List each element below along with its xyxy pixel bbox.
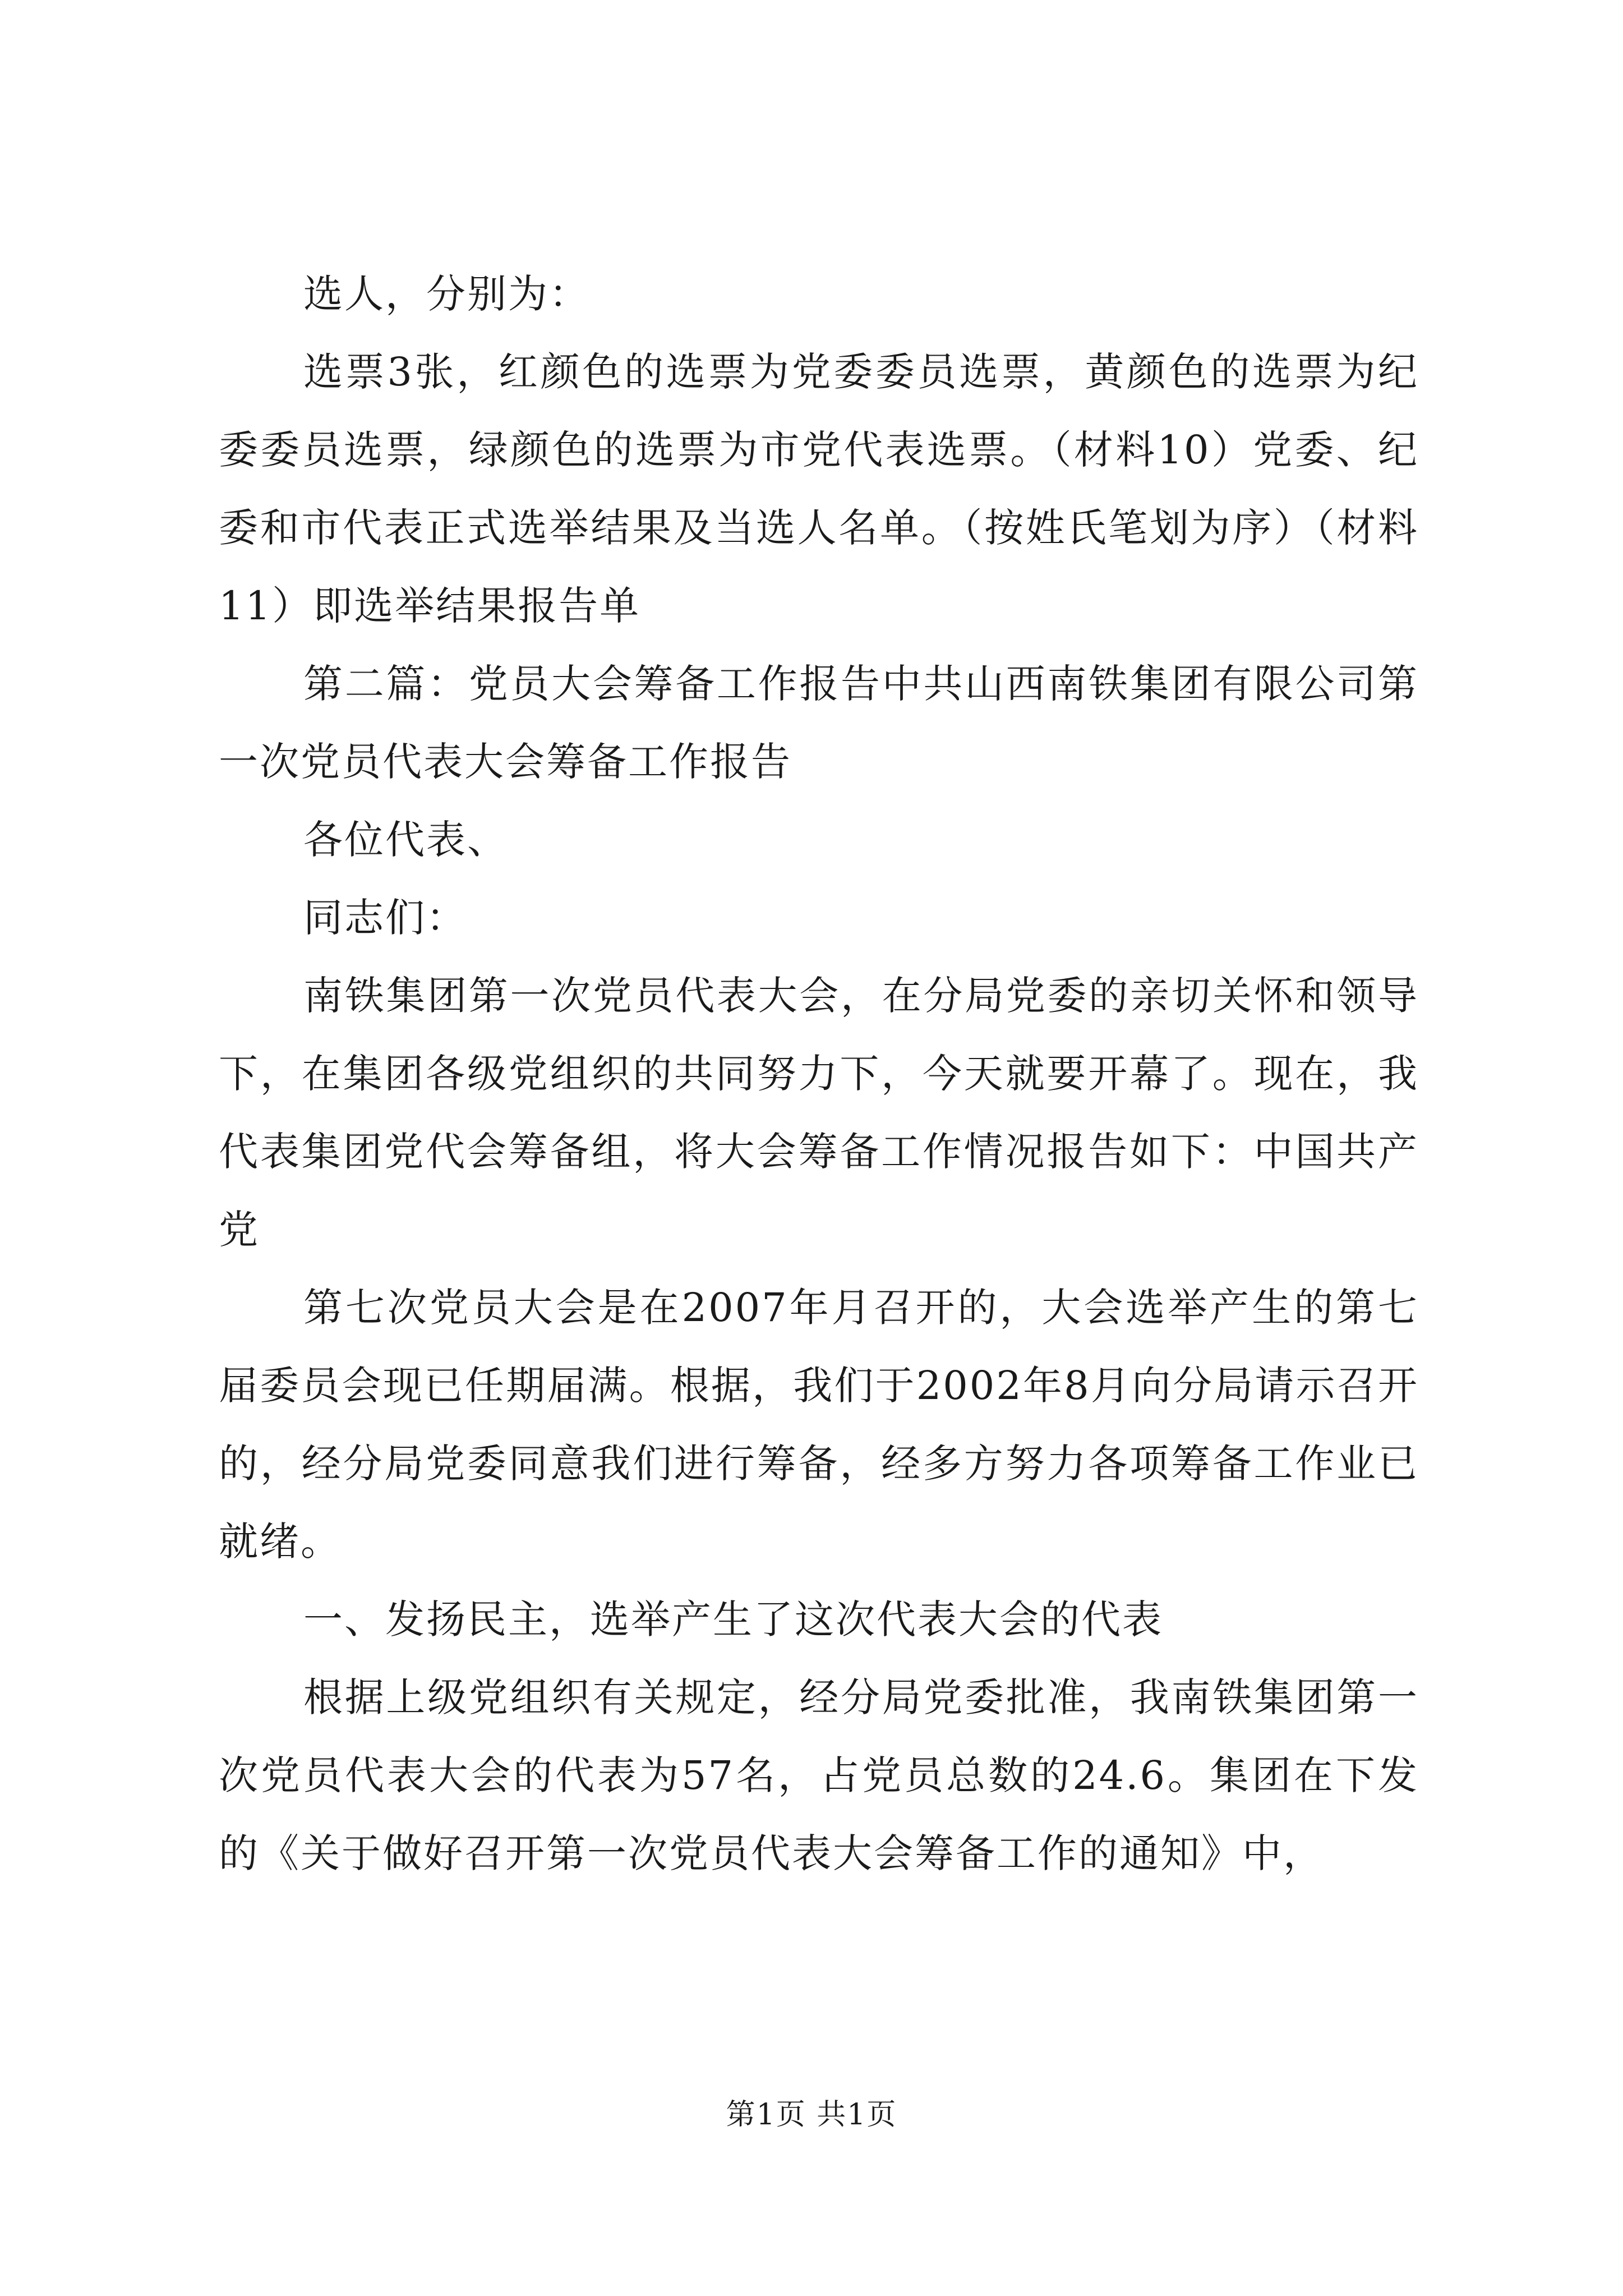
paragraph-2: 选票3张，红颜色的选票为党委委员选票，黄颜色的选票为纪委委员选票，绿颜色的选票为市党代表选票。（材料10）党委、纪委和市代表正式选举结果及当选人名单。（按姓氏笔划为序）（材料11）即选举结果报告单 xyxy=(219,349,1419,629)
paragraph-3-section-title: 第二篇：党员大会筹备工作报告中共山西南铁集团有限公司第一次党员代表大会筹备工作报告 xyxy=(219,661,1419,785)
paragraph-9: 根据上级党组织有关规定，经分局党委批准，我南铁集团第一次党员代表大会的代表为57名，占党员总数的24.6。集团在下发的《关于做好召开第一次党员代表大会筹备工作的通知》中， xyxy=(219,1674,1419,1876)
document-body xyxy=(219,255,1419,1893)
page-footer: 第1页 共1页 xyxy=(726,2098,897,2132)
paragraph-5-salutation: 同志们： xyxy=(303,895,467,941)
paragraph-8-heading: 一、发扬民主，选举产生了这次代表大会的代表 xyxy=(303,1596,1163,1642)
paragraph-4-salutation: 各位代表、 xyxy=(303,817,508,863)
paragraph-1: 选人，分别为： xyxy=(303,271,590,317)
paragraph-7: 第七次党员大会是在2007年月召开的，大会选举产生的第七届委员会现已任期届满。根据，我们于2002年8月向分局请示召开的，经分局党委同意我们进行筹备，经多方努力各项筹备工作业已就绪。 xyxy=(219,1285,1419,1565)
paragraph-6: 南铁集团第一次党员代表大会，在分局党委的亲切关怀和领导下，在集团各级党组织的共同努力下，今天就要开幕了。现在，我代表集团党代会筹备组，将大会筹备工作情况报告如下：中国共产党 xyxy=(219,973,1419,1253)
